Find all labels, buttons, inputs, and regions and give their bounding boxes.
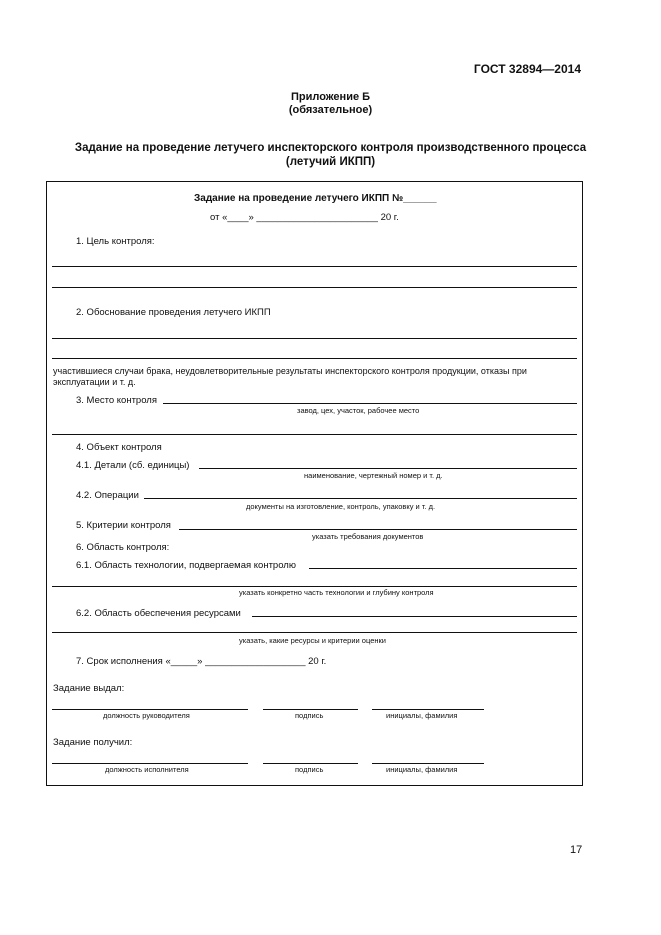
received-position-line[interactable] [52, 763, 248, 764]
object-label: 4. Объект контроля [76, 442, 162, 453]
criteria-label: 5. Критерии контроля [76, 520, 171, 531]
operations-caption: документы на изготовление, контроль, упаковку и т. д. [246, 502, 436, 511]
justification-note-1: участившиеся случаи брака, неудовлетворительные результаты инспекторского контроля продукции, отказы при [53, 366, 527, 376]
place-line[interactable] [163, 403, 577, 404]
criteria-caption: указать требования документов [312, 532, 424, 541]
place-label: 3. Место контроля [76, 395, 157, 406]
goal-line-2[interactable] [52, 287, 577, 288]
document-heading-line2: (летучий ИКПП) [285, 156, 376, 168]
issued-signature-line[interactable] [263, 709, 358, 710]
place-caption: завод, цех, участок, рабочее место [297, 406, 420, 415]
criteria-line[interactable] [179, 529, 577, 530]
document-heading-line1: Задание на проведение летучего инспекторского контроля производственного процесса [74, 142, 587, 154]
page-number: 17 [570, 844, 583, 856]
received-name-line[interactable] [372, 763, 484, 764]
goal-label: 1. Цель контроля: [76, 236, 155, 247]
standard-number: ГОСТ 32894—2014 [473, 62, 581, 76]
place-line-2[interactable] [52, 434, 577, 435]
tech-line-2[interactable] [52, 586, 577, 587]
issued-position-caption: должность руководителя [103, 711, 190, 720]
resources-line[interactable] [252, 616, 577, 617]
issued-position-line[interactable] [52, 709, 248, 710]
operations-label: 4.2. Операции [76, 490, 139, 501]
goal-line-1[interactable] [52, 266, 577, 267]
form-date: от «____» _______________________ 20 г. [210, 212, 399, 223]
issued-signature-caption: подпись [295, 711, 324, 720]
justification-line-1[interactable] [52, 338, 577, 339]
received-signature-caption: подпись [295, 765, 324, 774]
tech-caption: указать конкретно часть технологии и глубину контроля [239, 588, 434, 597]
received-by-label: Задание получил: [53, 737, 133, 748]
operations-line[interactable] [144, 498, 577, 499]
form-title: Задание на проведение летучего ИКПП №______ [194, 193, 437, 204]
resources-line-2[interactable] [52, 632, 577, 633]
issued-name-caption: инициалы, фамилия [386, 711, 458, 720]
parts-caption: наименование, чертежный номер и т. д. [304, 471, 443, 480]
justification-label: 2. Обоснование проведения летучего ИКПП [76, 307, 271, 318]
tech-line[interactable] [309, 568, 577, 569]
justification-note-2: эксплуатации и т. д. [53, 377, 136, 387]
appendix-status: (обязательное) [288, 104, 373, 116]
appendix-title: Приложение Б [290, 91, 371, 103]
issued-by-label: Задание выдал: [53, 683, 125, 694]
form-frame [46, 181, 583, 786]
resources-label: 6.2. Область обеспечения ресурсами [76, 608, 241, 619]
scope-label: 6. Область контроля: [76, 542, 170, 553]
received-signature-line[interactable] [263, 763, 358, 764]
parts-label: 4.1. Детали (сб. единицы) [76, 460, 190, 471]
tech-label: 6.1. Область технологии, подвергаемая контролю [76, 560, 296, 571]
justification-line-2[interactable] [52, 358, 577, 359]
received-name-caption: инициалы, фамилия [386, 765, 458, 774]
parts-line[interactable] [199, 468, 577, 469]
issued-name-line[interactable] [372, 709, 484, 710]
deadline-label: 7. Срок исполнения «_____» ___________________ 20 г. [76, 656, 327, 667]
received-position-caption: должность исполнителя [105, 765, 189, 774]
resources-caption: указать, какие ресурсы и критерии оценки [239, 636, 386, 645]
